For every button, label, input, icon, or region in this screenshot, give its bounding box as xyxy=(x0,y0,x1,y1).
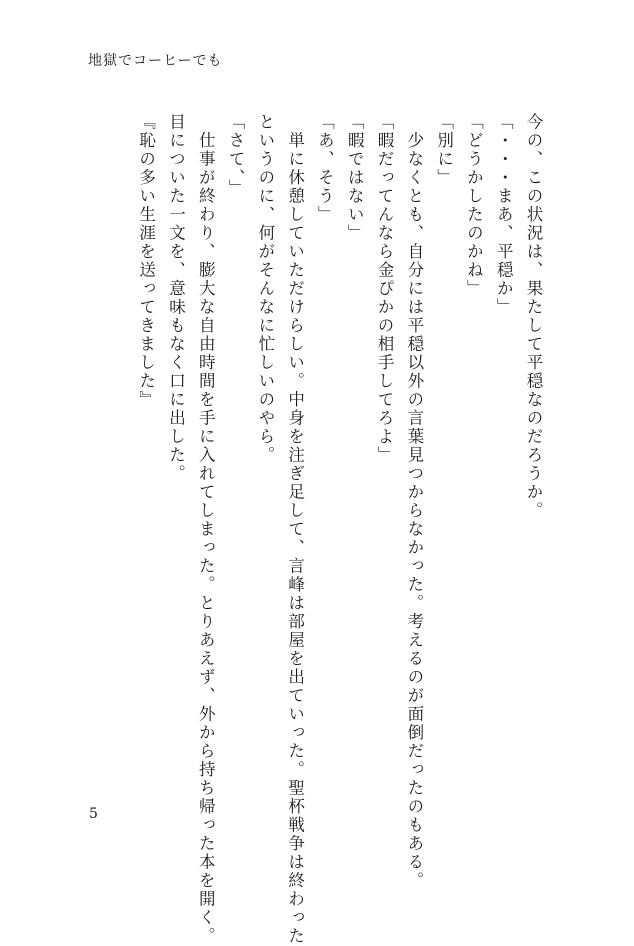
text-line: 「暇ではない」 xyxy=(345,113,365,243)
text-line: 今の、この状況は、果たして平穏なのだろうか。 xyxy=(524,113,543,520)
text-line: 少なくとも、自分には平穏以外の言葉見つからなかった。考えるのが面倒だったのもある。 xyxy=(404,113,424,890)
text-line: 「・・・まあ、平穏か」 xyxy=(494,113,514,317)
text-line: 単に休憩していただけらしい。中身を注ぎ足して、言峰は部屋を出ていった。聖杯戦争は終わった xyxy=(285,113,305,946)
text-line: 『恥の多い生涯を送ってきました』 xyxy=(136,113,156,409)
text-line: 「あ、そう」 xyxy=(315,113,335,224)
text-line: 「別に」 xyxy=(434,113,454,187)
text-line: 「どうかしたのかね」 xyxy=(464,113,484,298)
vertical-text-body xyxy=(78,113,548,946)
text-line: というのに、何がそんなに忙しいのやら。 xyxy=(255,113,275,465)
text-line: 仕事が終わり、膨大な自由時間を手に入れてしまった。とりあえず、外から持ち帰った本を開く。 xyxy=(196,113,216,946)
page-number: 5 xyxy=(89,806,98,822)
text-line: 目についた一文を、意味もなく口に出した。 xyxy=(166,113,186,483)
text-line: 「さて、」 xyxy=(226,113,246,198)
text-line: 「暇だってんなら金ぴかの相手してろよ」 xyxy=(375,113,395,465)
running-header: 地獄でコーヒーでも xyxy=(88,53,223,69)
